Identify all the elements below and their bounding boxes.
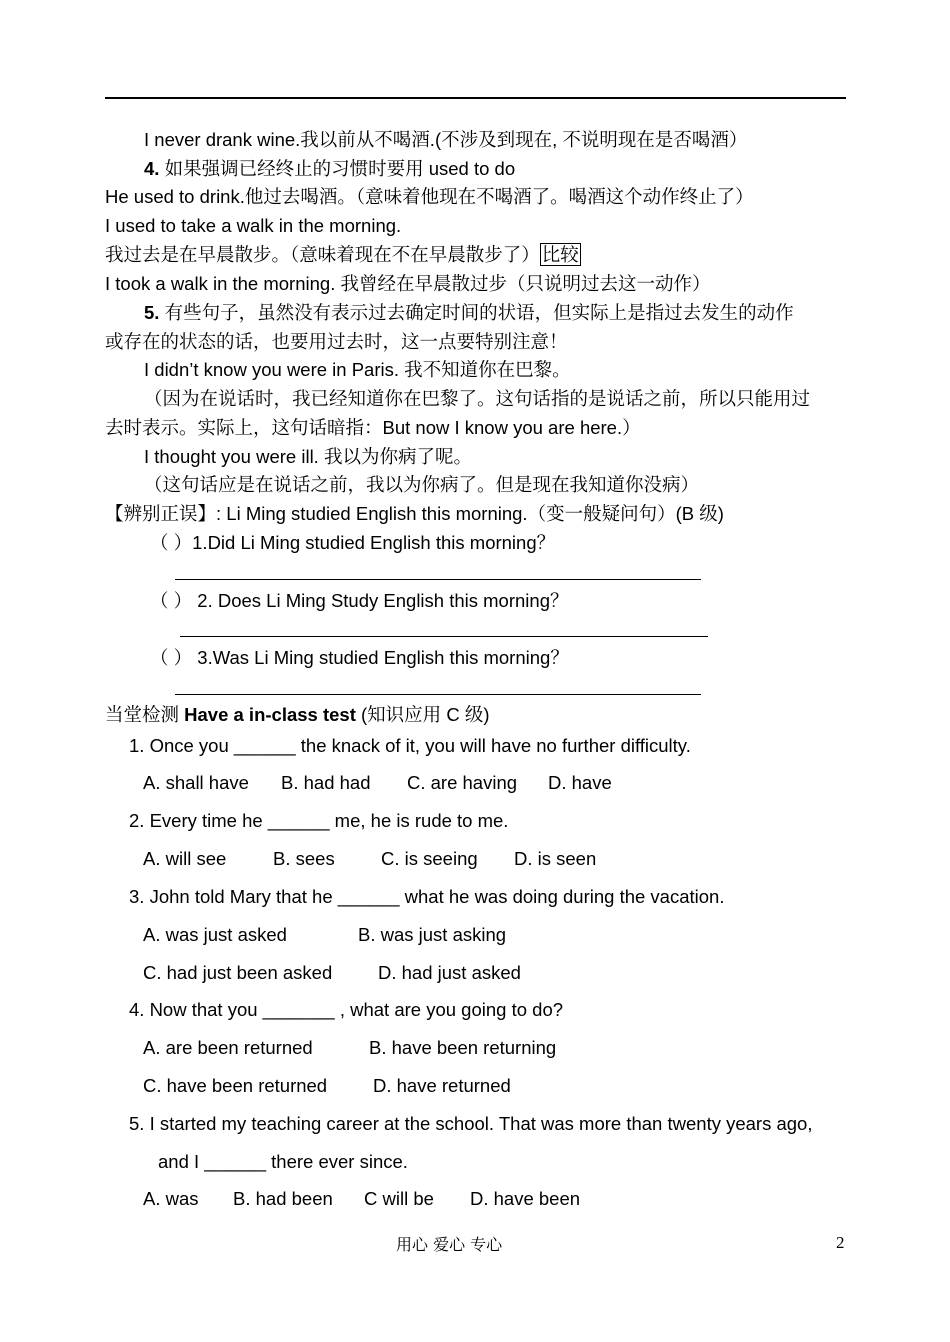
q3-option-a[interactable]: A. was just asked bbox=[143, 924, 287, 945]
text-line-3: He used to drink.他过去喝酒。（意味着他现在不喝酒了。喝酒这个动作终止了） bbox=[105, 186, 754, 207]
text-line-9: I didn’t know you were in Paris. 我不知道你在巴黎。 bbox=[144, 359, 571, 380]
text-line-5-main: 我过去是在早晨散步。（意味着现在不在早晨散步了） bbox=[105, 244, 540, 265]
q4-option-b[interactable]: B. have been returning bbox=[369, 1037, 557, 1058]
judge-header: 【辨别正误】: Li Ming studied English this morning.（变一般疑问句）(B 级) bbox=[105, 503, 724, 524]
answer-blank-2[interactable] bbox=[180, 636, 708, 637]
question-4: 4. Now that you _______ , what are you going to do? bbox=[129, 999, 564, 1020]
answer-blank-1[interactable] bbox=[175, 579, 701, 580]
test-header bbox=[105, 704, 489, 726]
text-line-4: I used to take a walk in the morning. bbox=[105, 215, 402, 236]
q3-option-d[interactable]: D. had just asked bbox=[378, 962, 521, 983]
text-line-5 bbox=[105, 244, 581, 266]
text-line-13: （这句话应是在说话之前，我以为你病了。但是现在我知道你没病） bbox=[144, 474, 700, 495]
question-5: 5. I started my teaching career at the school. That was more than twenty years ago, bbox=[129, 1113, 813, 1134]
page-number: 2 bbox=[836, 1233, 845, 1252]
test-header-suffix: (知识应用 C 级) bbox=[355, 704, 490, 725]
text-line-1: I never drank wine.我以前从不喝酒.(不涉及到现在, 不说明现在是否喝酒） bbox=[144, 129, 748, 150]
point-number-4: 4. bbox=[144, 158, 160, 179]
question-3: 3. John told Mary that he ______ what he was doing during the vacation. bbox=[129, 886, 725, 907]
text-line-11: 去时表示。实际上，这句话暗指：But now I know you are here.） bbox=[105, 417, 641, 438]
test-header-title: Have a in-class test bbox=[184, 704, 356, 725]
q2-option-b[interactable]: B. sees bbox=[273, 848, 335, 869]
q2-option-d[interactable]: D. is seen bbox=[514, 848, 597, 869]
q5-option-d[interactable]: D. have been bbox=[470, 1188, 581, 1209]
test-header-prefix: 当堂检测 bbox=[105, 704, 185, 725]
q1-option-c[interactable]: C. are having bbox=[407, 772, 518, 793]
question-5-continued: and I ______ there ever since. bbox=[158, 1151, 408, 1172]
point-text-5: 有些句子，虽然没有表示过去确定时间的状语，但实际上是指过去发生的动作 bbox=[159, 302, 794, 323]
q2-option-a[interactable]: A. will see bbox=[143, 848, 227, 869]
question-2: 2. Every time he ______ me, he is rude to me. bbox=[129, 810, 509, 831]
q3-option-b[interactable]: B. was just asking bbox=[358, 924, 507, 945]
text-line-2 bbox=[144, 158, 515, 180]
q1-option-b[interactable]: B. had had bbox=[281, 772, 371, 793]
q2-option-c[interactable]: C. is seeing bbox=[381, 848, 478, 869]
question-1: 1. Once you ______ the knack of it, you will have no further difficulty. bbox=[129, 735, 691, 756]
q5-option-b[interactable]: B. had been bbox=[233, 1188, 333, 1209]
answer-blank-3[interactable] bbox=[175, 694, 701, 695]
compare-box: 比较 bbox=[541, 244, 579, 265]
header-rule bbox=[105, 97, 846, 99]
text-line-7 bbox=[144, 302, 794, 324]
judge-item-2: （ ） 2. Does Li Ming Study English this morning？ bbox=[150, 590, 569, 611]
q5-option-a[interactable]: A. was bbox=[143, 1188, 199, 1209]
q4-option-a[interactable]: A. are been returned bbox=[143, 1037, 313, 1058]
point-number-5: 5. bbox=[144, 302, 160, 323]
text-line-12: I thought you were ill. 我以为你病了呢。 bbox=[144, 446, 472, 467]
text-line-6: I took a walk in the morning. 我曾经在早晨散过步（只说明过去这一动作） bbox=[105, 273, 711, 294]
q4-option-c[interactable]: C. have been returned bbox=[143, 1075, 328, 1096]
q1-option-a[interactable]: A. shall have bbox=[143, 772, 249, 793]
text-line-10: （因为在说话时，我已经知道你在巴黎了。这句话指的是说话之前，所以只能用过 bbox=[144, 388, 811, 409]
q5-option-c[interactable]: C will be bbox=[364, 1188, 434, 1209]
q3-option-c[interactable]: C. had just been asked bbox=[143, 962, 333, 983]
judge-item-1: （ ）1.Did Li Ming studied English this morning？ bbox=[150, 532, 556, 553]
q1-option-d[interactable]: D. have bbox=[548, 772, 612, 793]
page-footer: 用心 爱心 专心 bbox=[396, 1235, 503, 1254]
judge-item-3: （ ） 3.Was Li Ming studied English this morning？ bbox=[150, 647, 569, 668]
text-line-8: 或存在的状态的话，也要用过去时，这一点要特别注意！ bbox=[105, 331, 568, 352]
point-text-4: 如果强调已经终止的习惯时要用 used to do bbox=[159, 158, 516, 179]
q4-option-d[interactable]: D. have returned bbox=[373, 1075, 511, 1096]
